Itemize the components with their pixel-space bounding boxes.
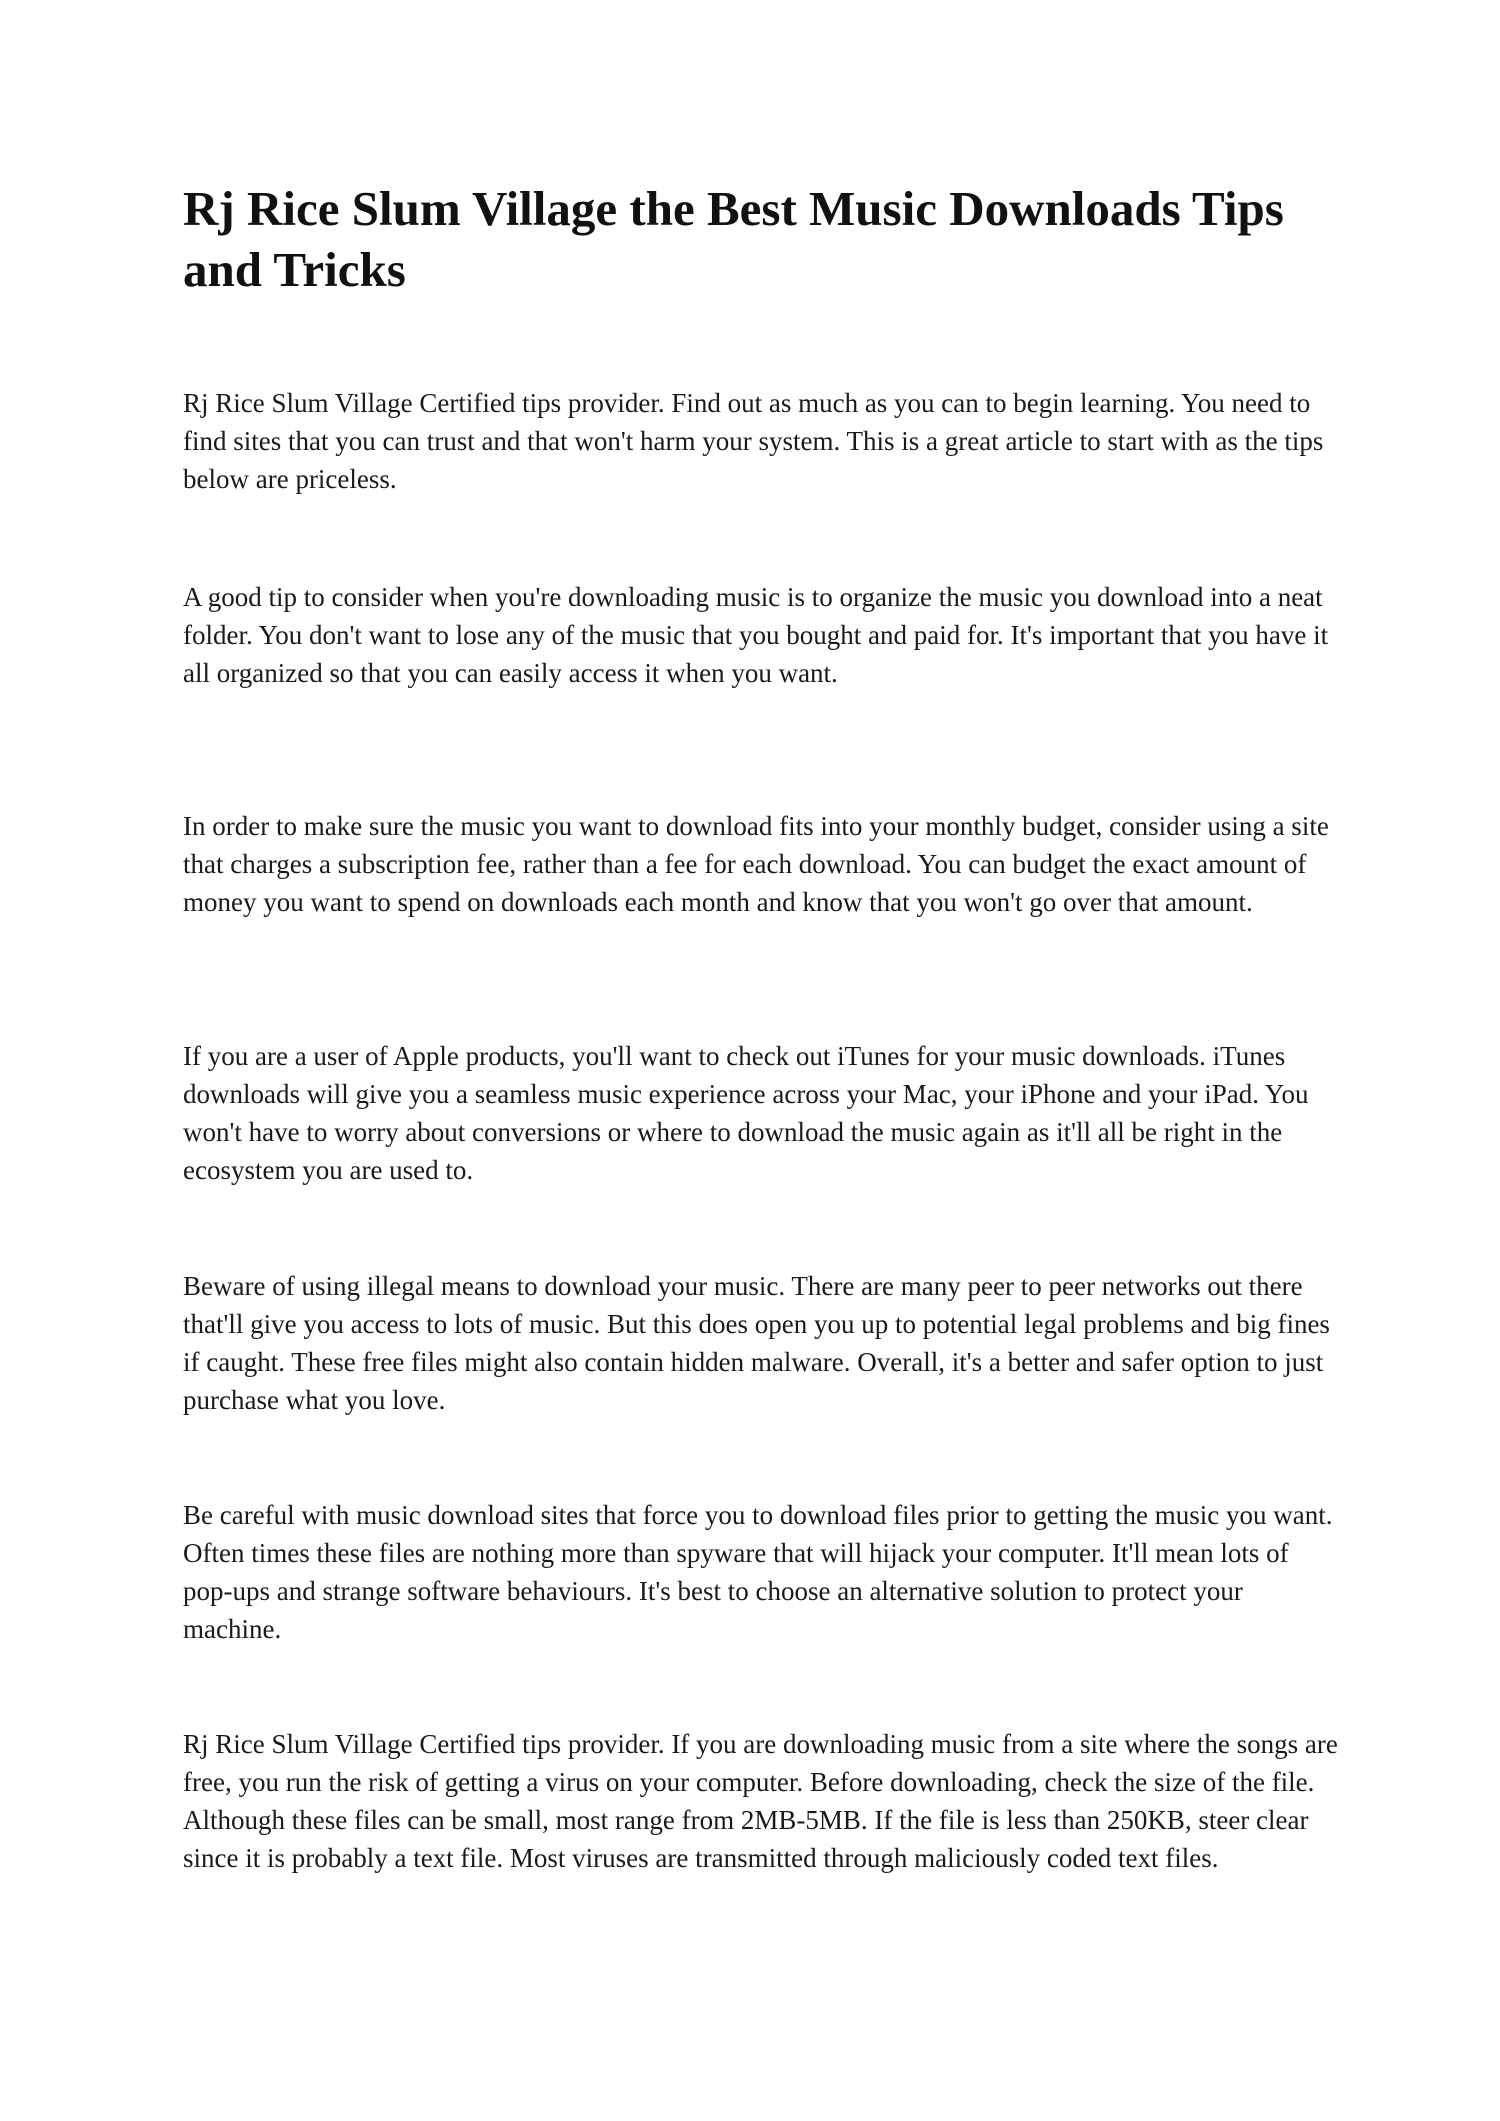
paragraph-itunes: If you are a user of Apple products, you'll want to check out iTunes for your music downloads. iTunes downloads will give you a seamless music experience across your Mac, your iPhone and your iPad. You won't have to worry about conversions or where to download the music again as it'll all be right in the ecosystem you are used to. (183, 1041, 1309, 1185)
paragraph-organize-folder: A good tip to consider when you're downloading music is to organize the music you download into a neat folder. You don't want to lose any of the music that you bought and paid for. It's important that you have it all organized so that you can easily access it when you want. (183, 582, 1329, 688)
paragraph-illegal-downloads: Beware of using illegal means to download your music. There are many peer to peer networks out there that'll give you access to lots of music. But this does open you up to potential legal problems and big fines if caught. These free files might also contain hidden malware. Overall, it's a better and safer option to just purchase what you love. (183, 1271, 1330, 1415)
paragraph-subscription-budget: In order to make sure the music you want to download fits into your monthly budget, consider using a site that charges a subscription fee, rather than a fee for each download. You can budget the exact amount of money you want to spend on downloads each month and know that you won't go over that amount. (183, 811, 1329, 917)
document-title: Rj Rice Slum Village the Best Music Downloads Tips and Tricks (183, 181, 1284, 297)
paragraph-spyware-warning: Be careful with music download sites that force you to download files prior to getting the music you want. Often times these files are nothing more than spyware that will hijack your computer. It'll mean lots of pop-ups and strange software behaviours. It's best to choose an alternative solution to protect your machine. (183, 1500, 1333, 1644)
paragraph-virus-file-size: Rj Rice Slum Village Certified tips provider. If you are downloading music from a site where the songs are free, you run the risk of getting a virus on your computer. Before downloading, check the size of the file. Although these files can be small, most range from 2MB-5MB. If the file is less than 250KB, steer clear since it is probably a text file. Most viruses are transmitted through maliciously coded text files. (183, 1729, 1338, 1873)
document-page (183, 178, 1343, 1873)
paragraph-intro: Rj Rice Slum Village Certified tips provider. Find out as much as you can to begin learning. You need to find sites that you can trust and that won't harm your system. This is a great article to start with as the tips below are priceless. (183, 388, 1324, 494)
